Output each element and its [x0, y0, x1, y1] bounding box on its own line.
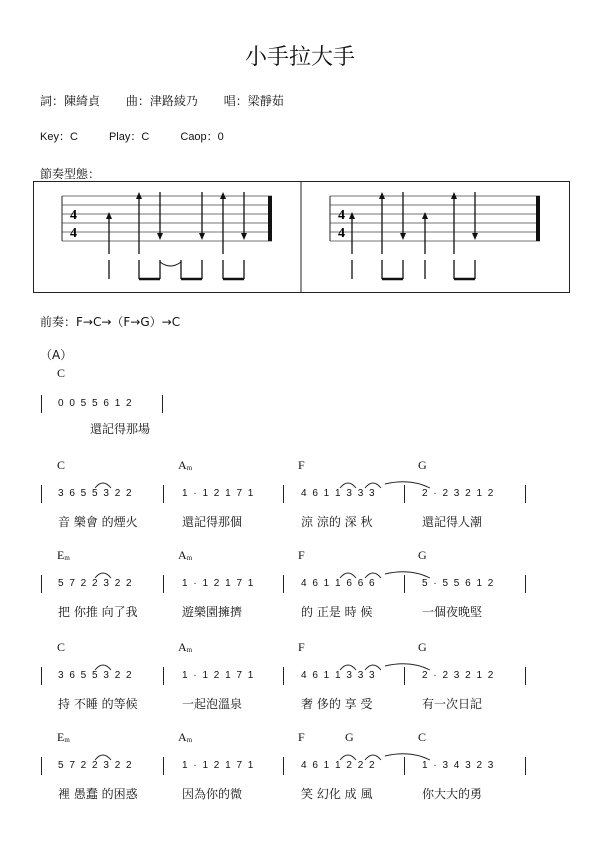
slur [365, 665, 381, 670]
chord-quality: m [186, 554, 193, 562]
chord-symbol: G [418, 548, 427, 562]
singer: 唱：梁靜茹 [223, 94, 284, 108]
jianpu-notes: 1 · 3 4 3 2 3 [422, 760, 495, 771]
arrow-head [136, 192, 142, 199]
lyric-line: 把 你推 向了我 [58, 605, 138, 619]
arrow-head [400, 233, 406, 240]
arrow-head [379, 192, 385, 199]
time-sig-top: 4 [338, 208, 345, 223]
jianpu-notes: 2 · 2 3 2 1 2 [422, 670, 495, 681]
slur [365, 573, 381, 578]
play: Play：C [108, 131, 150, 143]
arrow-head [349, 212, 355, 219]
chord-symbol: F [298, 548, 305, 562]
lyric-line: 的 正是 時 候 [301, 605, 373, 619]
final-barline [268, 196, 272, 241]
chord-symbol: C [418, 730, 427, 744]
time-sig-top: 4 [70, 208, 77, 223]
chord-quality: m [186, 736, 193, 744]
slur-marks [0, 564, 600, 584]
tie [385, 664, 430, 670]
slur [340, 665, 356, 670]
lyric-line: 有一次日記 [422, 697, 483, 711]
pickup-chord: C [57, 366, 66, 380]
lyric-line: 一個夜晚堅 [422, 605, 483, 619]
pickup-lyrics: 還記得那場 [90, 422, 151, 436]
capo: Caop：0 [180, 131, 224, 143]
tie [385, 572, 430, 578]
chord-symbol: $A_m$ [178, 640, 193, 654]
arrow-head [220, 192, 226, 199]
key-info [40, 128, 252, 144]
lyricist: 詞：陳綺貞 [40, 94, 101, 108]
lyric-line: 還記得人潮 [422, 515, 483, 529]
jianpu-notes: 4 6 1 1 6 6 6 [301, 578, 377, 589]
arrow-head [106, 212, 112, 219]
time-sig-bottom: 4 [338, 226, 345, 241]
slur [95, 755, 111, 760]
chord-quality: m [186, 464, 193, 472]
lyric-line: 音 樂會 的煙火 [58, 515, 138, 529]
tie [160, 262, 181, 266]
lyric-line: 還記得那個 [182, 515, 243, 529]
slur [365, 755, 381, 760]
slur [340, 755, 356, 760]
slur-marks [0, 656, 600, 676]
slur [95, 665, 111, 670]
lyric-line: 笑 幻化 成 風 [301, 787, 373, 801]
jianpu-notes: 5 7 2 2 3 2 2 [58, 578, 134, 589]
jianpu-notes: 1 · 1 2 1 7 1 [182, 578, 255, 589]
slur [340, 483, 356, 488]
chord-symbol: $E_m$ [57, 548, 70, 562]
arrow-head [422, 212, 428, 219]
arrow-head [472, 233, 478, 240]
chord-symbol: C [57, 458, 66, 472]
chord-symbol: F [298, 640, 305, 654]
jianpu-notes: 4 6 1 1 3 3 3 [301, 670, 377, 681]
lyric-line: 一起泡溫泉 [182, 697, 243, 711]
arrow-head [451, 192, 457, 199]
rhythm-panel-2 [330, 192, 540, 279]
lyric-line: 裡 愚蠢 的困惑 [58, 787, 138, 801]
chord-symbol: $A_m$ [178, 548, 193, 562]
jianpu-notes: 2 · 2 3 2 1 2 [422, 488, 495, 499]
chord-quality: m [64, 554, 70, 562]
rhythm-panel-1 [62, 192, 272, 279]
lyric-line: 遊樂園擁擠 [182, 605, 243, 619]
rhythm-pattern-box [33, 181, 570, 293]
jianpu-notes: 1 · 1 2 1 7 1 [182, 488, 255, 499]
chord-symbol: C [57, 640, 66, 654]
arrow-head [157, 233, 163, 240]
barline [162, 395, 163, 413]
jianpu-notes: 1 · 1 2 1 7 1 [182, 760, 255, 771]
jianpu-notes: 5 · 5 5 6 1 2 [422, 578, 495, 589]
jianpu-notes: 1 · 1 2 1 7 1 [182, 670, 255, 681]
lyric-line: 你大大的勇 [422, 787, 483, 801]
final-barline [536, 196, 540, 241]
chord-quality: m [64, 736, 70, 744]
jianpu-notes: 5 7 2 2 3 2 2 [58, 760, 134, 771]
arrow-head [241, 233, 247, 240]
chord-symbol: $E_m$ [57, 730, 70, 744]
lyric-line: 奢 侈的 享 受 [301, 697, 373, 711]
arrow-head [199, 233, 205, 240]
jianpu-notes: 3 6 5 5 3 2 2 [58, 488, 134, 499]
rhythm-pattern [34, 182, 569, 292]
jianpu-notes: 3 6 5 5 3 2 2 [58, 670, 134, 681]
chord-symbol: F [298, 458, 305, 472]
jianpu-notes: 4 6 1 1 2 2 2 [301, 760, 377, 771]
chord-symbol: F [298, 730, 305, 744]
tie [385, 754, 430, 760]
rhythm-label: 節奏型態： [40, 167, 101, 181]
lyric-line: 涼 涼的 深 秋 [301, 515, 373, 529]
slur [340, 573, 356, 578]
pickup-notes: 0 0 5 5 6 1 2 [58, 398, 134, 409]
key: Key：C [40, 131, 78, 143]
slur [365, 483, 381, 488]
time-sig-bottom: 4 [70, 226, 77, 241]
slur [95, 483, 111, 488]
song-title: 小手拉大手 [244, 45, 355, 70]
section-label: （A） [40, 348, 73, 362]
prelude: 前奏：F→C→（F→G）→C [40, 315, 181, 329]
slur-marks [0, 746, 600, 766]
barline [41, 395, 42, 413]
chord-symbol: G [418, 640, 427, 654]
lyric-line: 持 不睡 的等候 [58, 697, 138, 711]
chord-quality: m [186, 646, 193, 654]
chord-symbol: G [418, 458, 427, 472]
lyric-line: 因為你的微 [182, 787, 243, 801]
credits [40, 92, 306, 109]
slur-marks [0, 474, 600, 494]
chord-symbol: $A_m$ [178, 458, 193, 472]
tie [385, 482, 430, 488]
slur [95, 573, 111, 578]
chord-symbol: G [345, 730, 354, 744]
composer: 曲：津路綾乃 [125, 94, 198, 108]
chord-symbol: $A_m$ [178, 730, 193, 744]
jianpu-notes: 4 6 1 1 3 3 3 [301, 488, 377, 499]
